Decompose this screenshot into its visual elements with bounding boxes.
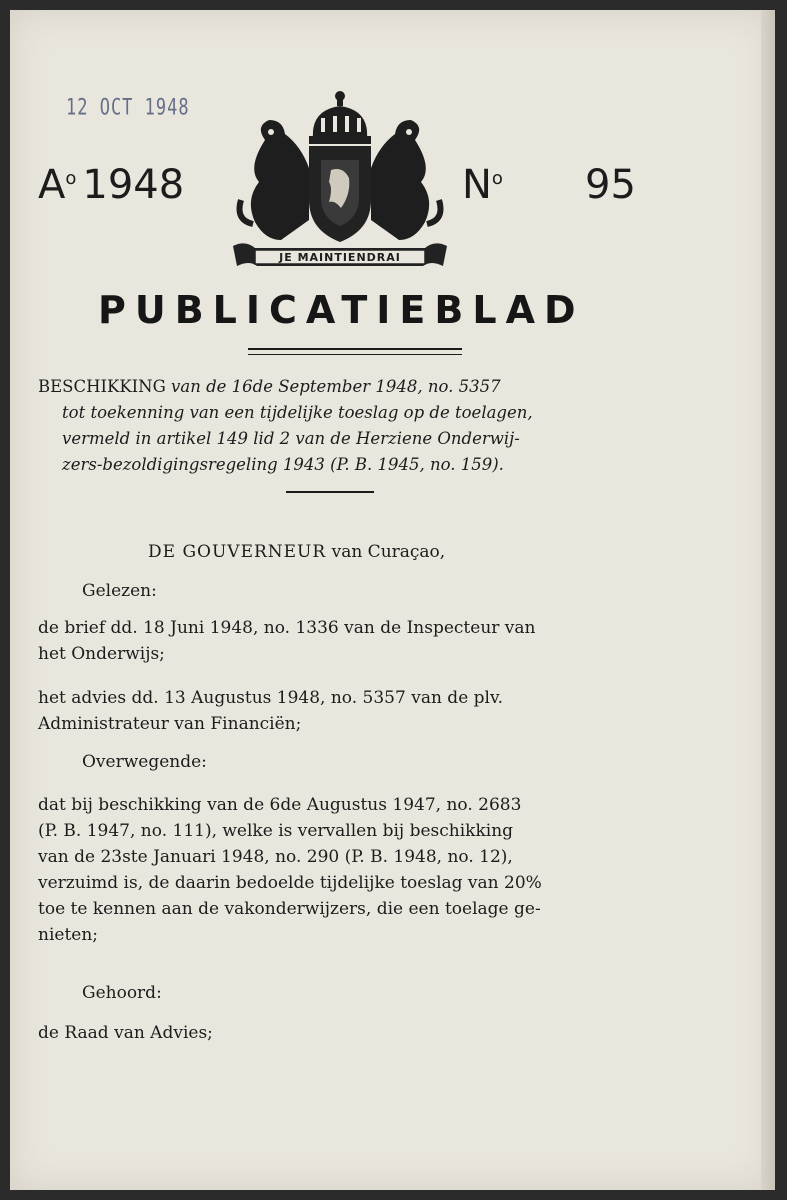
consider-line-3: van de 23ste Januari 1948, no. 290 (P. B. 1948, no. 12), [38,847,513,867]
number-label: N [462,162,492,208]
year-heading [38,162,184,208]
document-page [10,10,775,1190]
title-rule-top [248,348,462,350]
page-edge [761,10,775,1190]
consider-line-5: toe te kennen aan de vakonderwijzers, die een toelage ge- [38,899,541,919]
number-sup: o [491,168,503,189]
year-sup: o [65,168,77,189]
consideration-paragraph [38,792,542,948]
advice-line-1: het advies dd. 13 Augustus 1948, no. 5357 van de plv. [38,688,503,708]
subject-lead: BESCHIKKING [38,377,166,396]
motto-text: JE MAINTIENDRAI [279,251,401,264]
raad-line: de Raad van Advies; [38,1023,213,1043]
number-heading [462,162,503,208]
title-rule-bottom [248,354,462,355]
subject-block [38,374,628,478]
advice-paragraph [38,685,503,737]
letter-paragraph [38,615,536,667]
date-stamp: 12 OCT 1948 [66,95,190,121]
gehoord-heading: Gehoord: [82,983,162,1003]
consider-line-6: nieten; [38,925,99,945]
publication-title: PUBLICATIEBLAD [98,288,585,332]
year-value: 1948 [82,162,185,208]
subject-line-3: vermeld in artikel 149 lid 2 van de Herziene Onderwij- [62,429,520,448]
number-value: 95 [585,162,636,208]
year-label: A [38,162,66,208]
section-divider [286,491,374,493]
consider-line-1: dat bij beschikking van de 6de Augustus 1947, no. 2683 [38,795,522,815]
subject-line-4: zers-bezoldigingsregeling 1943 (P. B. 1945, no. 159). [62,455,504,474]
overwegende-heading: Overwegende: [82,752,207,772]
governor-title: DE GOUVERNEUR [148,542,327,562]
coat-of-arms-icon [225,90,455,270]
subject-line-2: tot toekenning van een tijdelijke toeslag op de toelagen, [62,403,533,422]
governor-place: van Curaçao, [331,542,446,562]
governor-line [148,542,445,562]
subject-line-1: van de 16de September 1948, no. 5357 [171,377,501,396]
letter-line-2: het Onderwijs; [38,644,165,664]
consider-line-4: verzuimd is, de daarin bedoelde tijdelijke toeslag van 20% [38,873,542,893]
advice-line-2: Administrateur van Financiën; [38,714,302,734]
consider-line-2: (P. B. 1947, no. 111), welke is vervallen bij beschikking [38,821,514,841]
letter-line-1: de brief dd. 18 Juni 1948, no. 1336 van de Inspecteur van [38,618,536,638]
gelezen-heading: Gelezen: [82,581,157,601]
